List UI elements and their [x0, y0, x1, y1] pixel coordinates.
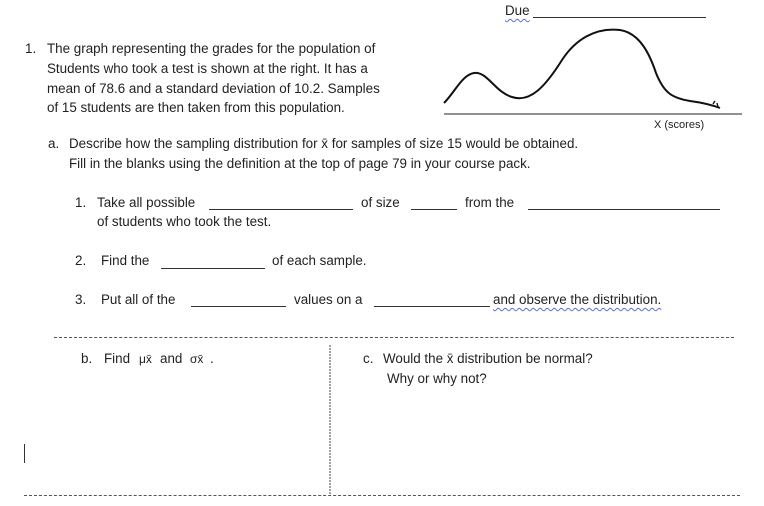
part-b-and: and — [160, 351, 183, 366]
step1-line-2: of students who took the test. — [97, 214, 272, 229]
step1-text-b: of size — [361, 195, 400, 210]
question-number: 1. — [25, 41, 37, 56]
step3-text-a: Put all of the — [101, 292, 176, 307]
part-b-find: Find — [104, 351, 131, 366]
due-label: Due — [505, 3, 530, 18]
part-c-line-2: Why or why not? — [387, 371, 487, 386]
part-a-letter: a. — [48, 136, 60, 151]
axis-label: X (scores) — [654, 119, 705, 131]
part-b-letter: b. — [81, 351, 93, 366]
part-b-mu: μx̄ — [139, 352, 152, 366]
question-line-4: of 15 students are then taken from this population. — [47, 100, 345, 115]
part-b-sigma: σx̄ — [190, 352, 204, 366]
step1-number: 1. — [75, 195, 87, 210]
part-c-line-1: Would the x̄ distribution be normal? — [383, 351, 593, 366]
step1-text-a: Take all possible — [97, 195, 196, 210]
part-c-letter: c. — [363, 351, 374, 366]
step3-text-c: and observe the distribution. — [493, 292, 662, 307]
question-line-3: mean of 78.6 and a standard deviation of 10.2. Samples — [47, 81, 380, 96]
text-cursor — [24, 444, 25, 463]
question-line-2: Students who took a test is shown at the right. It has a — [47, 61, 368, 76]
part-a-line-1: Describe how the sampling distribution for x̄ for samples of size 15 would be obtained. — [69, 136, 579, 151]
step2-text-a: Find the — [101, 253, 150, 268]
step2-number: 2. — [75, 253, 87, 268]
step3-text-b: values on a — [294, 292, 363, 307]
step1-text-c: from the — [465, 195, 515, 210]
part-a-line-2: Fill in the blanks using the definition at the top of page 79 in your course pack. — [69, 156, 531, 171]
part-b-end: . — [210, 351, 214, 366]
step3-number: 3. — [75, 292, 87, 307]
step2-text-b: of each sample. — [272, 253, 367, 268]
question-line-1: The graph representing the grades for the population of — [47, 41, 376, 56]
